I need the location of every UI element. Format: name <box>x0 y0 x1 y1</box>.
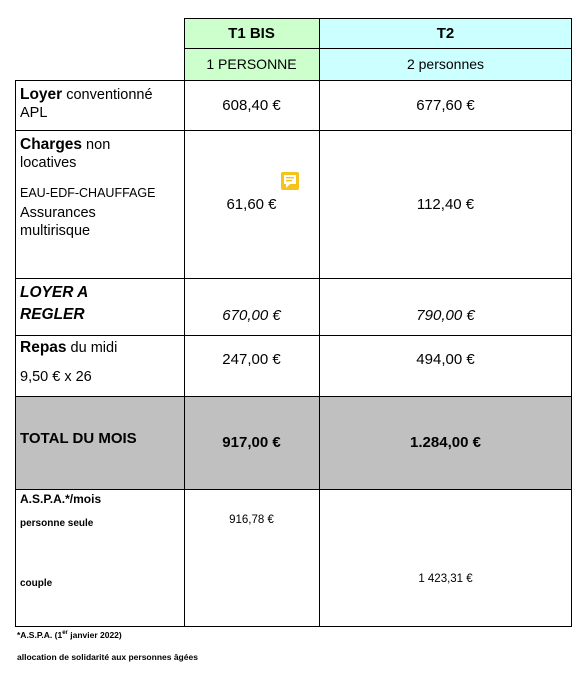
header-t1-title: T1 BIS <box>184 18 319 48</box>
rent-table <box>15 18 572 627</box>
aspa-personne-seule-value: 916,78 € <box>229 514 274 526</box>
repas-label: Repas du midi <box>20 339 118 356</box>
charges-detail-utilities: EAU-EDF-CHAUFFAGE <box>20 186 156 200</box>
comment-icon[interactable] <box>281 172 299 190</box>
charges-detail-insurance: Assurances multirisque <box>20 205 96 239</box>
repas-price-label: 9,50 € x 26 <box>20 369 92 385</box>
loyer-t1-value: 608,40 € <box>222 96 281 114</box>
loyer-a-regler-label: LOYER A REGLER <box>20 284 89 323</box>
total-label: TOTAL DU MOIS <box>20 430 137 447</box>
total-t1-value: 917,00 € <box>222 434 281 451</box>
charges-t1-value: 61,60 € <box>226 195 277 213</box>
charges-label: Charges non locatives <box>20 136 111 171</box>
header-t1-subtitle: 1 PERSONNE <box>184 48 319 80</box>
loyer-a-regler-t1-value: 670,00 € <box>222 306 281 324</box>
repas-t1-value: 247,00 € <box>222 350 281 368</box>
loyer-t2-value: 677,60 € <box>416 96 475 114</box>
header-t2-title: T2 <box>319 18 572 48</box>
charges-t2-value: 112,40 € <box>416 195 475 213</box>
header-t2-subtitle: 2 personnes <box>319 48 572 80</box>
aspa-couple-value: 1 423,31 € <box>418 573 473 585</box>
loyer-label: Loyer conventionné APL <box>20 86 153 121</box>
footnote-aspa-definition: allocation de solidarité aux personnes âgées <box>17 652 198 662</box>
footnote-aspa-date: *A.S.P.A. (1er janvier 2022) <box>17 630 122 640</box>
aspa-couple-label: couple <box>20 578 53 589</box>
loyer-a-regler-t2-value: 790,00 € <box>416 306 475 324</box>
repas-t2-value: 494,00 € <box>416 350 475 368</box>
aspa-label: A.S.P.A.*/mois <box>20 492 102 506</box>
aspa-personne-seule-label: personne seule <box>20 518 94 529</box>
total-t2-value: 1.284,00 € <box>410 434 481 451</box>
